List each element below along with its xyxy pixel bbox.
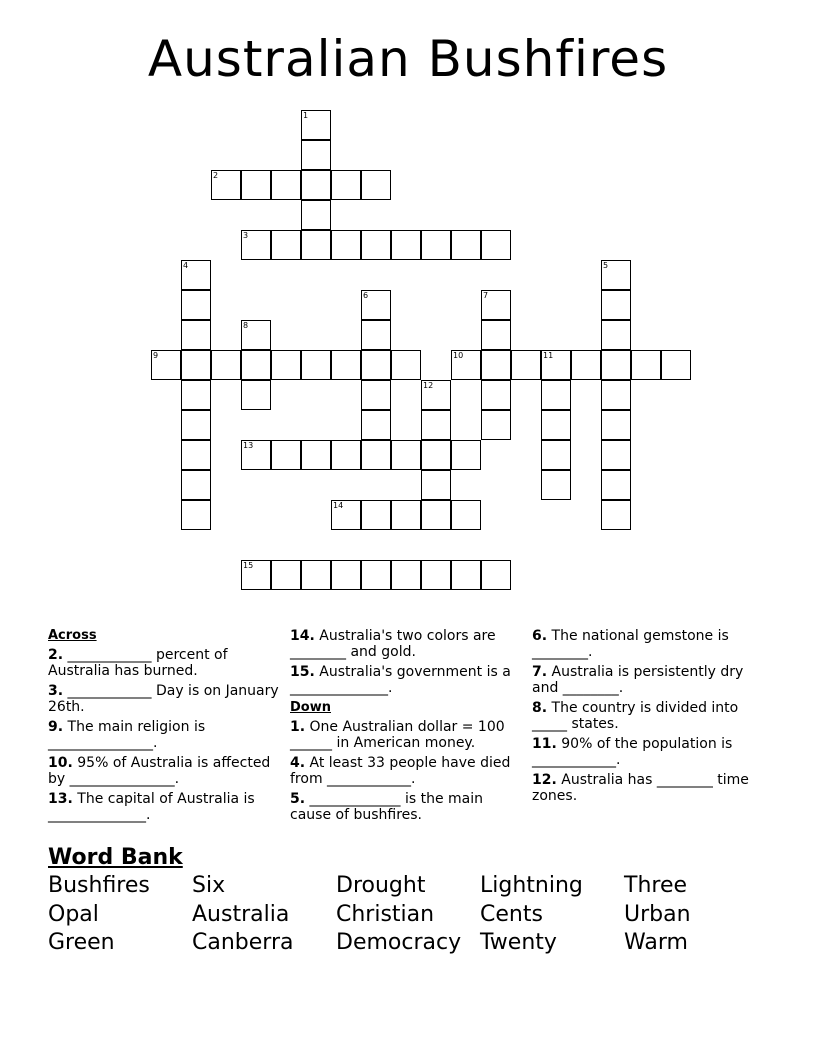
crossword-cell[interactable] — [361, 350, 391, 380]
down-clues-col3 — [532, 628, 762, 808]
crossword-cell[interactable] — [301, 440, 331, 470]
crossword-cell[interactable] — [481, 230, 511, 260]
crossword-cell[interactable] — [241, 230, 271, 260]
crossword-cell[interactable] — [181, 260, 211, 290]
crossword-cell[interactable] — [361, 500, 391, 530]
crossword-cell[interactable] — [481, 410, 511, 440]
clue-across-3: 3. ____________ Day is on January 26th. — [48, 683, 279, 715]
crossword-cell[interactable] — [421, 470, 451, 500]
word-bank-item: Urban — [624, 901, 691, 927]
crossword-cell[interactable] — [181, 290, 211, 320]
crossword-cell[interactable] — [631, 350, 661, 380]
crossword-cell[interactable] — [361, 230, 391, 260]
crossword-cell[interactable] — [601, 470, 631, 500]
crossword-cell[interactable] — [601, 320, 631, 350]
crossword-cell[interactable] — [601, 350, 631, 380]
crossword-cell[interactable] — [421, 380, 451, 410]
crossword-cell[interactable] — [601, 410, 631, 440]
crossword-cell[interactable] — [661, 350, 691, 380]
word-bank-item: Twenty — [480, 930, 557, 955]
crossword-cell[interactable] — [181, 410, 211, 440]
crossword-cell[interactable] — [571, 350, 601, 380]
clue-number: 4 — [183, 261, 189, 270]
clue-number: 15 — [243, 561, 254, 570]
word-bank-item: Canberra — [192, 930, 294, 955]
word-bank-item: Christian — [336, 901, 435, 927]
clue-number: 6 — [363, 291, 369, 300]
crossword-cell[interactable] — [331, 440, 361, 470]
word-bank-item: Drought — [336, 873, 426, 898]
crossword-cell[interactable] — [391, 560, 421, 590]
clue-across-14: 14. Australia's two colors are ________ and gold. — [290, 628, 496, 660]
crossword-cell[interactable] — [421, 560, 451, 590]
crossword-cell[interactable] — [481, 380, 511, 410]
crossword-cell[interactable] — [241, 380, 271, 410]
crossword-cell[interactable] — [361, 170, 391, 200]
word-bank-title: Word Bank — [48, 845, 183, 870]
crossword-cell[interactable] — [271, 440, 301, 470]
crossword-cell[interactable] — [451, 350, 481, 380]
crossword-cell[interactable] — [331, 350, 361, 380]
down-heading: Down — [290, 700, 331, 715]
word-bank-item: Democracy — [336, 930, 462, 955]
clue-across-15: 15. Australia's government is a ______________. — [290, 664, 511, 696]
crossword-cell[interactable] — [391, 440, 421, 470]
crossword-cell[interactable] — [601, 500, 631, 530]
crossword-cell[interactable] — [391, 350, 421, 380]
clue-number: 13 — [243, 441, 254, 450]
crossword-cell[interactable] — [361, 290, 391, 320]
crossword-cell[interactable] — [181, 350, 211, 380]
crossword-cell[interactable] — [301, 140, 331, 170]
crossword-cell[interactable] — [241, 560, 271, 590]
clue-across-9: 9. The main religion is _______________. — [48, 719, 206, 751]
clue-number: 10 — [453, 351, 464, 360]
crossword-cell[interactable] — [241, 440, 271, 470]
clue-number: 14 — [333, 501, 344, 510]
crossword-cell[interactable] — [211, 350, 241, 380]
word-bank-item: Warm — [624, 930, 688, 955]
crossword-cell[interactable] — [301, 200, 331, 230]
clue-down-7: 7. Australia is persistently dry and ________. — [532, 664, 744, 696]
crossword-cell[interactable] — [421, 440, 451, 470]
crossword-cell[interactable] — [481, 290, 511, 320]
crossword-cell[interactable] — [481, 350, 511, 380]
across-clues-col1 — [48, 628, 283, 827]
clue-down-8: 8. The country is divided into _____ states. — [532, 700, 739, 732]
clue-number: 1 — [303, 111, 309, 120]
clue-down-1: 1. One Australian dollar = 100 ______ in American money. — [290, 719, 505, 751]
clue-number: 2 — [213, 171, 219, 180]
word-bank-item: Six — [192, 873, 226, 898]
clue-down-4: 4. At least 33 people have died from ____________. — [290, 755, 511, 787]
crossword-cell[interactable] — [451, 230, 481, 260]
crossword-cell[interactable] — [181, 440, 211, 470]
crossword-cell[interactable] — [301, 110, 331, 140]
crossword-cell[interactable] — [541, 470, 571, 500]
clue-number: 9 — [153, 351, 159, 360]
clue-down-6: 6. The national gemstone is ________. — [532, 628, 729, 660]
clues-col2 — [290, 628, 522, 827]
clue-across-13: 13. The capital of Australia is ______________. — [48, 791, 255, 823]
crossword-cell[interactable] — [601, 440, 631, 470]
crossword-cell[interactable] — [541, 440, 571, 470]
clue-number: 8 — [243, 321, 249, 330]
crossword-cell[interactable] — [421, 230, 451, 260]
crossword-cell[interactable] — [241, 170, 271, 200]
crossword-cell[interactable] — [271, 350, 301, 380]
crossword-cell[interactable] — [271, 560, 301, 590]
word-bank-item: Lightning — [480, 873, 583, 898]
crossword-cell[interactable] — [541, 350, 571, 380]
crossword-cell[interactable] — [331, 170, 361, 200]
crossword-cell[interactable] — [271, 170, 301, 200]
across-heading: Across — [48, 628, 97, 643]
crossword-cell[interactable] — [361, 320, 391, 350]
crossword-cell[interactable] — [331, 560, 361, 590]
crossword-cell[interactable] — [391, 230, 421, 260]
crossword-cell[interactable] — [541, 380, 571, 410]
word-bank-item: Bushfires — [48, 873, 150, 898]
clue-number: 3 — [243, 231, 249, 240]
crossword-cell[interactable] — [331, 500, 361, 530]
crossword-cell[interactable] — [271, 230, 301, 260]
crossword-cell[interactable] — [241, 350, 271, 380]
clue-down-12: 12. Australia has ________ time zones. — [532, 772, 749, 804]
crossword-cell[interactable] — [301, 560, 331, 590]
crossword-cell[interactable] — [421, 500, 451, 530]
crossword-cell[interactable] — [451, 500, 481, 530]
clue-down-5: 5. _____________ is the main cause of bushfires. — [290, 791, 484, 823]
crossword-cell[interactable] — [511, 350, 541, 380]
crossword-cell[interactable] — [361, 380, 391, 410]
crossword-cell[interactable] — [421, 410, 451, 440]
crossword-cell[interactable] — [331, 230, 361, 260]
crossword-cell[interactable] — [361, 440, 391, 470]
crossword-cell[interactable] — [241, 320, 271, 350]
crossword-cell[interactable] — [601, 260, 631, 290]
crossword-cell[interactable] — [361, 560, 391, 590]
crossword-cell[interactable] — [301, 350, 331, 380]
crossword-cell[interactable] — [151, 350, 181, 380]
word-bank — [48, 872, 768, 958]
word-bank-item: Australia — [192, 901, 290, 927]
crossword-cell[interactable] — [481, 560, 511, 590]
clue-across-10: 10. 95% of Australia is affected by _______________. — [48, 755, 271, 787]
clue-number: 12 — [423, 381, 434, 390]
crossword-cell[interactable] — [181, 320, 211, 350]
page-title: Australian Bushfires — [147, 30, 669, 88]
clue-across-2: 2. ____________ percent of Australia has burned. — [48, 647, 228, 679]
crossword-cell[interactable] — [181, 380, 211, 410]
word-bank-item: Three — [624, 873, 688, 898]
clue-number: 5 — [603, 261, 609, 270]
crossword-cell[interactable] — [541, 410, 571, 440]
crossword-cell[interactable] — [361, 410, 391, 440]
crossword-cell[interactable] — [301, 230, 331, 260]
word-bank-item: Cents — [480, 901, 543, 927]
word-bank-item: Green — [48, 930, 115, 955]
clue-number: 7 — [483, 291, 489, 300]
clue-number: 11 — [543, 351, 554, 360]
crossword-cell[interactable] — [451, 560, 481, 590]
clue-down-11: 11. 90% of the population is ____________. — [532, 736, 733, 768]
crossword-cell[interactable] — [211, 170, 241, 200]
word-bank-item: Opal — [48, 901, 99, 927]
crossword-cell[interactable] — [601, 380, 631, 410]
crossword-cell[interactable] — [451, 440, 481, 470]
crossword-cell[interactable] — [181, 470, 211, 500]
crossword-cell[interactable] — [181, 500, 211, 530]
crossword-cell[interactable] — [601, 290, 631, 320]
crossword-cell[interactable] — [301, 170, 331, 200]
crossword-cell[interactable] — [481, 320, 511, 350]
crossword-cell[interactable] — [391, 500, 421, 530]
